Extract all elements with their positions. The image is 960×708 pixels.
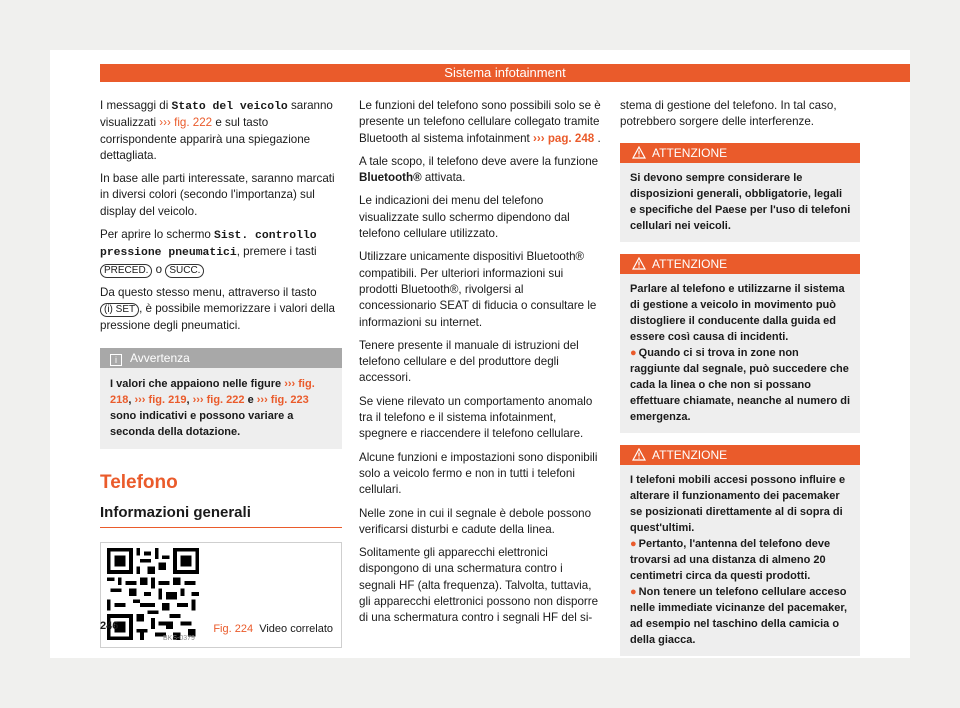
text: , è possibile memorizzare i valori della pressione degli pneumatici. [100,302,335,332]
warning-header [620,143,860,163]
figure-link[interactable]: ››› fig. 219 [134,393,187,406]
text: , [186,393,193,406]
warning-title: ATTENZIONE [652,256,728,271]
paragraph: Utilizzare unicamente dispositivi Bluetooth® compatibili. Per ulteriori informazioni sui prodotti Bluetooth®, rivolgersi al concessionario SEAT di fiducia o consultare le informazioni su internet. [359,250,597,329]
paragraph [100,98,342,164]
text: I messaggi di [100,99,172,112]
page-header: Sistema infotainment [100,64,910,82]
warning-bullet [630,584,851,648]
warning-text: I telefoni mobili accesi possono influire e alterare il funzionamento dei pacemaker se posizionati direttamente al di sopra di quest'ultimi. [630,473,846,534]
text: Per aprire lo schermo [100,228,215,242]
text: e sul tasto corrispondente apparirà una spiegazione dettagliata. [100,116,311,162]
page-number: 246 [100,620,119,632]
paragraph: Solitamente gli apparecchi elettronici dispongono di una schermatura contro i segnali HF (alta frequenza). Talvolta, tuttavia, gli apparecchi elettronici possono non disporre di una schermatura contro i segnali HF del si- [359,546,599,625]
note-box [100,348,342,449]
warning-bullet-text: Non tenere un telefono cellulare acceso nelle immediate vicinanze del pacemaker, ad esempio nel taschino della camicia o della giacca. [630,585,848,646]
paragraph [359,98,602,147]
text: . [594,131,601,145]
column-right [620,98,860,668]
warning-bullet [630,536,851,584]
paragraph: stema di gestione del telefono. In tal caso, potrebbero sorgere delle interferenze. [620,99,837,129]
text: , premere i tasti [236,245,317,259]
bullet-icon: ● [630,537,637,550]
warning-bullet-text: Pertanto, l'antenna del telefono deve trovarsi ad una distanza di almeno 20 centimetri circa da questi prodotti. [630,537,831,582]
text: , [128,393,135,406]
paragraph [359,154,602,187]
manual-page [50,50,910,658]
key-set: (i) SET [100,303,139,317]
paragraph: Le indicazioni dei menu del telefono visualizzate sullo schermo dipendono dal telefono cellulare utilizzato. [359,194,570,241]
bullet-icon: ● [630,585,637,598]
warning-box [620,445,860,656]
display-message-name: Stato del veicolo [171,101,288,113]
screen-name: Sist. controllo pressione pneumatici [100,230,317,260]
text: Le funzioni del telefono sono possibili solo se è presente un telefono cellulare collegato tramite Bluetooth al sistema infotainment [359,99,601,145]
cross-ref-arrow: ››› [159,116,171,130]
note-header [100,348,342,368]
subsection-title: Informazioni generali [100,505,342,528]
paragraph: Alcune funzioni e impostazioni sono disponibili solo a veicolo fermo e non in tutti i telefoni cellulari. [359,450,598,497]
warning-triangle-icon [632,257,646,270]
paragraph [100,285,342,334]
key-succ: SUCC. [165,264,204,278]
paragraph: Tenere presente il manuale di istruzioni del telefono cellulare e del produttore degli accessori. [359,338,579,385]
warning-triangle-icon [632,146,646,159]
warning-body [620,163,860,242]
warning-title: ATTENZIONE [652,447,728,462]
warning-header [620,254,860,274]
warning-triangle-icon [632,448,646,461]
note-title: Avvertenza [130,350,190,365]
qr-code-icon[interactable] [107,548,199,640]
paragraph [100,227,342,278]
figure-link[interactable]: ››› fig. 218 [110,377,315,406]
text: o [152,262,166,276]
warning-bullet-text: Quando ci si trova in zone non raggiunte dal segnale, può succedere che cada la linea o che non si possano effettuare chiamate, neanche al numero di emergenza. [630,346,851,423]
bullet-icon: ● [630,346,637,359]
warning-body [620,465,860,656]
page-link[interactable]: ››› pag. 248 [533,131,595,145]
warning-bullet [630,345,851,425]
warning-box [620,254,860,433]
warning-header [620,445,860,465]
figure-link[interactable]: ››› fig. 222 [192,393,245,406]
key-preced: PRECED. [100,264,152,278]
figure-caption [213,621,333,637]
paragraph: In base alle parti interessate, saranno marcati in diversi colori (secondo l'importanza) sul display del veicolo. [100,172,335,218]
column-left [100,98,342,648]
note-body [100,368,342,449]
text: saranno visualizzati [100,99,333,130]
figure-label: Fig. 224 [213,623,254,636]
paragraph: Se viene rilevato un comportamento anomalo tra il telefono e il sistema infotainment, spegnere e riaccendere il telefono cellulare. [359,394,593,441]
warning-box [620,143,860,242]
figure-box [100,542,342,648]
text: attivata. [421,171,466,185]
warning-text: Parlare al telefono e utilizzarne il sistema di gestione a veicolo in movimento può distogliere il conducente dalla guida ed essere così causa di incidenti. [630,282,845,343]
section-title: Telefono [100,471,178,493]
warning-body [620,274,860,433]
text: e [244,393,257,406]
figure-link[interactable]: fig. 222 [170,116,213,130]
text: Da questo stesso menu, attraverso il tasto [100,285,317,299]
figure-caption-text: Video correlato [259,623,333,636]
text: I valori che appaiono nelle figure [110,377,285,390]
paragraph: Nelle zone in cui il segnale è debole possono verificarsi disturbi e cadute della linea. [359,506,592,536]
text: A tale scopo, il telefono deve avere la funzione [359,154,599,168]
warning-text: Si devono sempre considerare le disposizioni generali, obbligatorie, legali e specifiche del Paese per l'uso di telefoni cellulari nei veicoli. [630,171,851,232]
figure-link[interactable]: ››› fig. 223 [256,393,309,406]
info-icon: i [110,354,122,366]
figure-code: BKS-0379 [163,635,195,643]
column-middle [359,98,602,634]
text: sono indicativi e possono variare a seconda della dotazione. [110,409,294,438]
bold-term: Bluetooth® [359,171,422,185]
warning-title: ATTENZIONE [652,145,728,160]
